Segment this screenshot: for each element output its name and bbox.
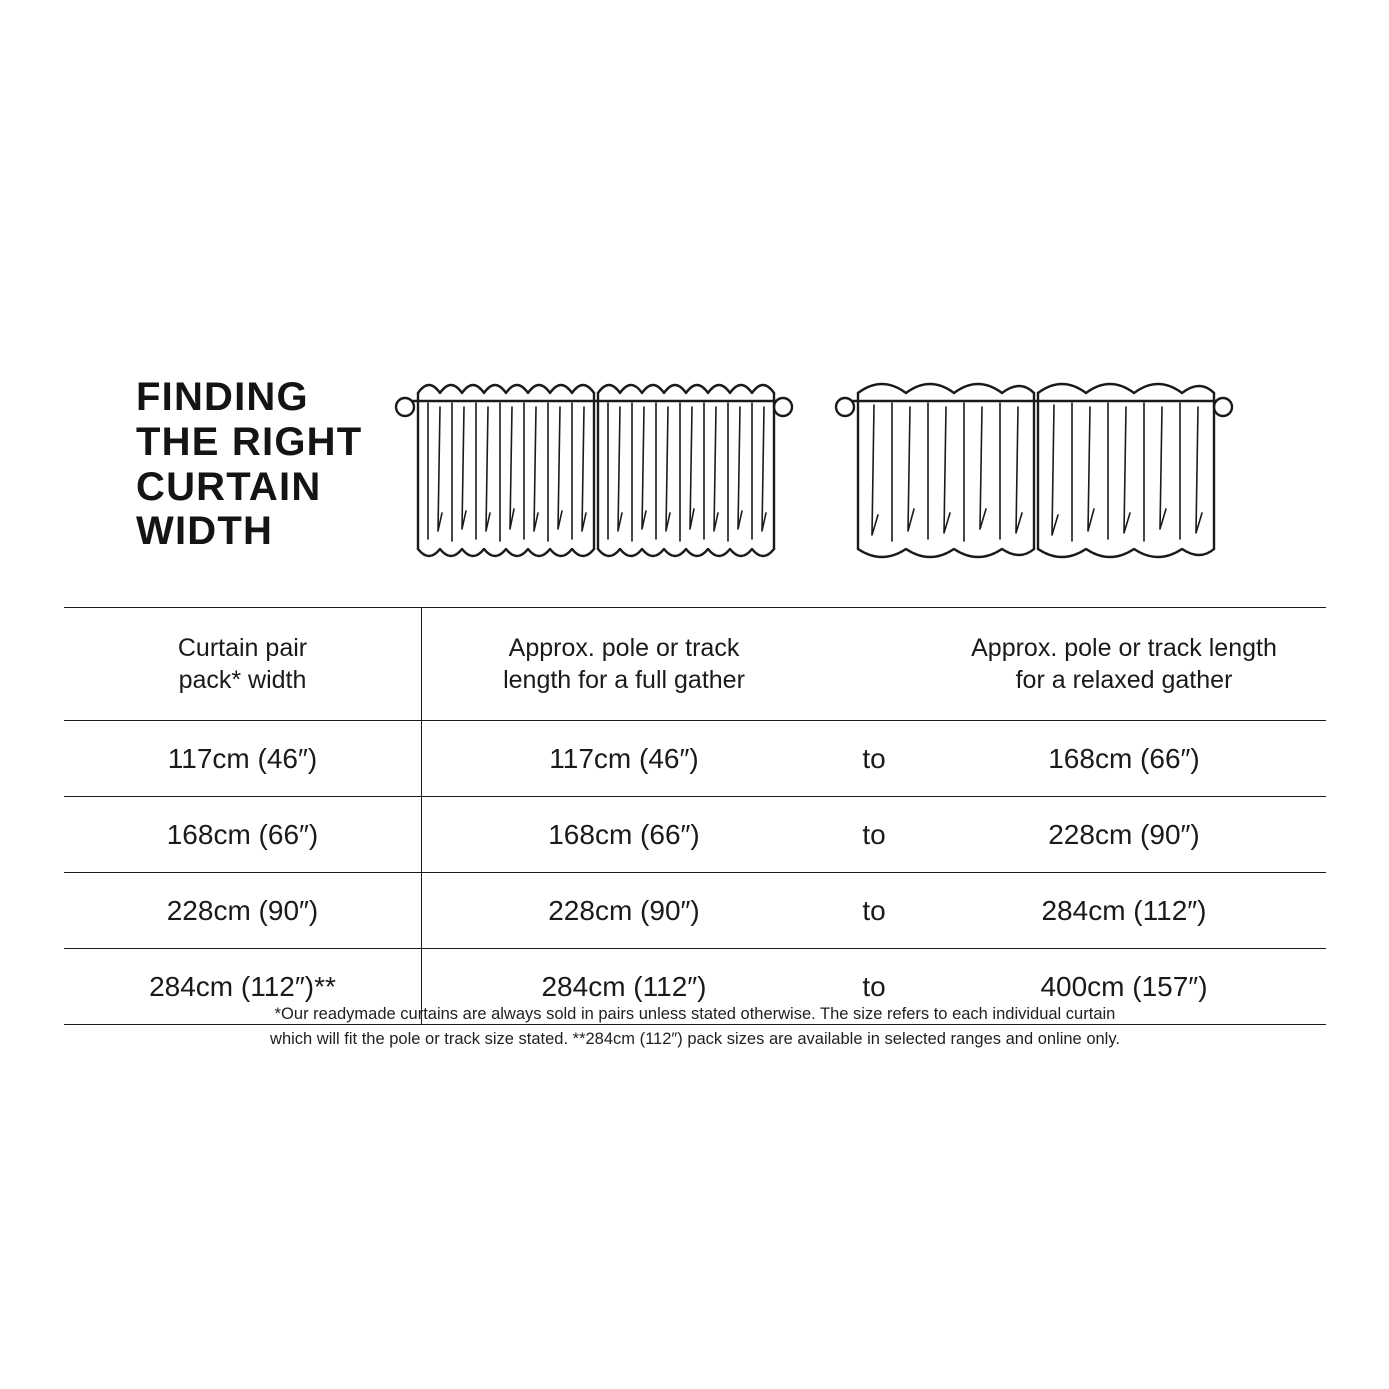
table-row (64, 873, 1326, 949)
cell-joiner: to (862, 742, 886, 774)
cell-full-gather: 228cm (90″) (548, 894, 700, 926)
cell-joiner: to (862, 818, 886, 850)
cell-relaxed-gather: 400cm (157″) (1040, 970, 1208, 1002)
table-row (64, 797, 1326, 873)
table-row (64, 721, 1326, 797)
cell-relaxed-gather: 284cm (112″) (1041, 894, 1207, 926)
header-relaxed-gather-line-1: Approx. pole or track length (971, 634, 1277, 662)
header-pack-width-line-1: Curtain pair (177, 634, 308, 662)
cell-relaxed-gather: 228cm (90″) (1048, 818, 1200, 850)
page-title-line-2: THE RIGHT (136, 419, 363, 464)
header-relaxed-gather-line-2: for a relaxed gather (1015, 666, 1233, 694)
cell-pack-width: 117cm (46″) (64, 721, 422, 796)
header-area (64, 355, 1326, 605)
cell-full-gather: 117cm (46″) (549, 742, 699, 774)
page-title-line-3: CURTAIN (136, 464, 322, 509)
cell-full-gather: 284cm (112″) (541, 970, 707, 1002)
cell-pack-width: 228cm (90″) (64, 873, 422, 948)
cell-relaxed-gather: 168cm (66″) (1048, 742, 1200, 774)
header-pack-width-line-2: pack* width (178, 666, 307, 694)
full-gather-curtain-illustration (394, 363, 794, 583)
relaxed-gather-curtain-illustration (834, 363, 1234, 583)
header-full-gather-line-1: Approx. pole or track (508, 634, 740, 662)
footnote-line-1: *Our readymade curtains are always sold in pairs unless stated otherwise. The size refers to each individual curtain (274, 1005, 1116, 1023)
table-header-row (64, 608, 1326, 721)
page-title (64, 355, 394, 554)
cell-pack-width: 168cm (66″) (64, 797, 422, 872)
header-relaxed-gather (922, 608, 1326, 720)
page-title-line-1: FINDING (136, 375, 309, 419)
page-title-line-4: WIDTH (136, 509, 274, 554)
cell-joiner: to (862, 970, 886, 1002)
cell-full-gather: 168cm (66″) (548, 818, 700, 850)
header-full-gather-line-2: length for a full gather (503, 666, 745, 694)
header-full-gather (422, 608, 826, 720)
footnote (64, 1002, 1326, 1052)
header-pack-width (64, 608, 422, 720)
cell-pack-width: 284cm (112″)** (64, 949, 422, 1024)
curtain-width-table (64, 607, 1326, 1025)
illustrations (394, 355, 1326, 583)
header-joiner-spacer (826, 608, 922, 720)
footnote-line-2: which will fit the pole or track size stated. **284cm (112″) pack sizes are available in selected ranges and online only. (270, 1029, 1120, 1048)
cell-joiner: to (862, 894, 886, 926)
